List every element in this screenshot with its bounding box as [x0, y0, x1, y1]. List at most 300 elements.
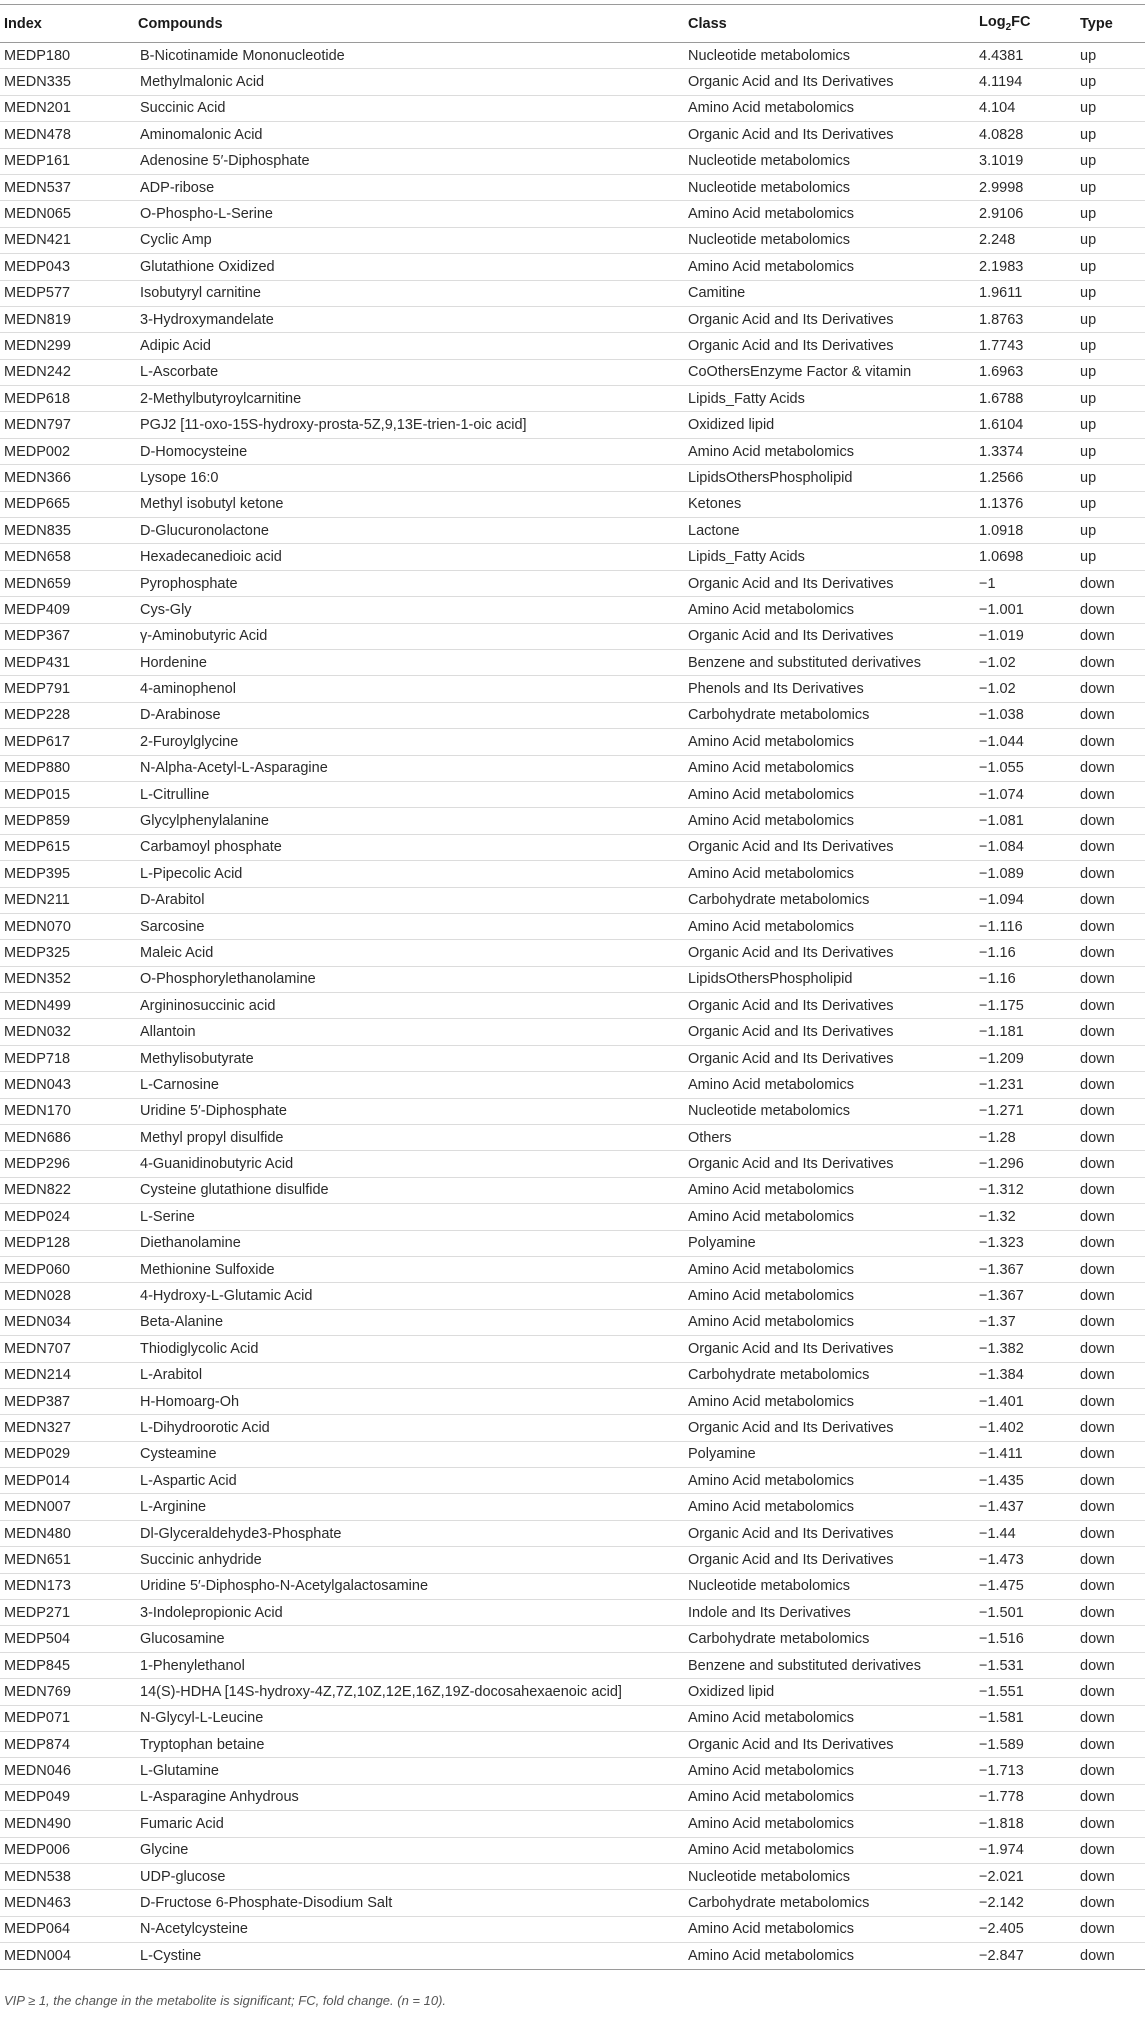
cell-compound: D-Glucuronolactone [136, 518, 684, 544]
table-row [0, 1468, 1145, 1494]
cell-index: MEDP325 [0, 940, 136, 966]
cell-class: Amino Acid metabolomics [684, 808, 975, 834]
cell-compound: Pyrophosphate [136, 570, 684, 596]
cell-class: Nucleotide metabolomics [684, 43, 975, 69]
cell-compound: Uridine 5′-Diphospho-N-Acetylgalactosamine [136, 1573, 684, 1599]
cell-log2fc: 1.3374 [975, 438, 1076, 464]
cell-class: Organic Acid and Its Derivatives [684, 1045, 975, 1071]
cell-log2fc: −1.055 [975, 755, 1076, 781]
cell-class: Amino Acid metabolomics [684, 254, 975, 280]
table-row [0, 1415, 1145, 1441]
cell-index: MEDN651 [0, 1547, 136, 1573]
cell-compound: Glutathione Oxidized [136, 254, 684, 280]
cell-index: MEDP367 [0, 623, 136, 649]
cell-compound: Cysteine glutathione disulfide [136, 1177, 684, 1203]
cell-type: up [1076, 359, 1145, 385]
cell-type: down [1076, 1679, 1145, 1705]
cell-log2fc: 1.7743 [975, 333, 1076, 359]
cell-type: down [1076, 1204, 1145, 1230]
table-row [0, 1626, 1145, 1652]
cell-class: Organic Acid and Its Derivatives [684, 940, 975, 966]
cell-type: up [1076, 43, 1145, 69]
table-row [0, 1758, 1145, 1784]
cell-compound: Cys-Gly [136, 597, 684, 623]
cell-log2fc: −1.516 [975, 1626, 1076, 1652]
table-row [0, 359, 1145, 385]
cell-compound: D-Arabitol [136, 887, 684, 913]
cell-class: Nucleotide metabolomics [684, 174, 975, 200]
cell-type: up [1076, 412, 1145, 438]
cell-log2fc: −1.382 [975, 1336, 1076, 1362]
cell-type: down [1076, 597, 1145, 623]
cell-index: MEDN490 [0, 1811, 136, 1837]
cell-type: down [1076, 1045, 1145, 1071]
header-class: Class [684, 5, 975, 43]
table-row [0, 1336, 1145, 1362]
cell-compound: L-Cystine [136, 1943, 684, 1969]
cell-compound: 2-Furoylglycine [136, 729, 684, 755]
header-log2fc [975, 5, 1076, 43]
cell-log2fc: −1.16 [975, 940, 1076, 966]
cell-compound: Methyl isobutyl ketone [136, 491, 684, 517]
cell-class: Amino Acid metabolomics [684, 1309, 975, 1335]
cell-log2fc: 2.1983 [975, 254, 1076, 280]
table-row [0, 1520, 1145, 1546]
table-row [0, 1362, 1145, 1388]
cell-index: MEDN538 [0, 1863, 136, 1889]
cell-log2fc: −1.02 [975, 676, 1076, 702]
cell-log2fc: −1.074 [975, 781, 1076, 807]
cell-type: down [1076, 913, 1145, 939]
cell-compound: O-Phospho-L-Serine [136, 201, 684, 227]
cell-index: MEDP718 [0, 1045, 136, 1071]
cell-index: MEDP071 [0, 1705, 136, 1731]
table-row [0, 755, 1145, 781]
cell-index: MEDN686 [0, 1125, 136, 1151]
cell-index: MEDN819 [0, 306, 136, 332]
cell-class: Organic Acid and Its Derivatives [684, 333, 975, 359]
cell-type: down [1076, 1943, 1145, 1969]
table-row [0, 834, 1145, 860]
table-row [0, 1863, 1145, 1889]
cell-compound: Tryptophan betaine [136, 1732, 684, 1758]
cell-type: down [1076, 1758, 1145, 1784]
cell-index: MEDN034 [0, 1309, 136, 1335]
table-row [0, 1230, 1145, 1256]
cell-log2fc: −1.181 [975, 1019, 1076, 1045]
cell-index: MEDN065 [0, 201, 136, 227]
cell-index: MEDP060 [0, 1256, 136, 1282]
cell-compound: Carbamoyl phosphate [136, 834, 684, 860]
table-row [0, 1256, 1145, 1282]
cell-type: up [1076, 69, 1145, 95]
cell-log2fc: −1.019 [975, 623, 1076, 649]
table-row [0, 1890, 1145, 1916]
cell-index: MEDP845 [0, 1652, 136, 1678]
cell-class: Others [684, 1125, 975, 1151]
cell-class: Amino Acid metabolomics [684, 729, 975, 755]
table-row [0, 122, 1145, 148]
table-row [0, 544, 1145, 570]
cell-type: down [1076, 1573, 1145, 1599]
cell-class: Polyamine [684, 1441, 975, 1467]
cell-type: down [1076, 861, 1145, 887]
cell-index: MEDP002 [0, 438, 136, 464]
cell-log2fc: −1.401 [975, 1388, 1076, 1414]
cell-log2fc: −1.473 [975, 1547, 1076, 1573]
cell-class: Camitine [684, 280, 975, 306]
cell-compound: Argininosuccinic acid [136, 993, 684, 1019]
table-row [0, 781, 1145, 807]
cell-log2fc: 1.8763 [975, 306, 1076, 332]
table-row [0, 808, 1145, 834]
table-row [0, 623, 1145, 649]
cell-type: down [1076, 1362, 1145, 1388]
cell-index: MEDN769 [0, 1679, 136, 1705]
cell-compound: UDP-glucose [136, 1863, 684, 1889]
table-row [0, 1732, 1145, 1758]
header-type: Type [1076, 5, 1145, 43]
cell-type: down [1076, 1732, 1145, 1758]
cell-compound: B-Nicotinamide Mononucleotide [136, 43, 684, 69]
cell-compound: O-Phosphorylethanolamine [136, 966, 684, 992]
cell-type: up [1076, 491, 1145, 517]
cell-log2fc: 1.2566 [975, 465, 1076, 491]
cell-type: up [1076, 438, 1145, 464]
table-row [0, 465, 1145, 491]
header-log2fc-base: Log [979, 14, 1006, 31]
table-row [0, 1652, 1145, 1678]
cell-log2fc: −1.084 [975, 834, 1076, 860]
cell-class: Amino Acid metabolomics [684, 1256, 975, 1282]
cell-type: down [1076, 1890, 1145, 1916]
cell-log2fc: −1.435 [975, 1468, 1076, 1494]
cell-log2fc: 1.6788 [975, 386, 1076, 412]
cell-log2fc: 2.9106 [975, 201, 1076, 227]
cell-class: Nucleotide metabolomics [684, 227, 975, 253]
cell-type: down [1076, 1441, 1145, 1467]
cell-class: Nucleotide metabolomics [684, 1863, 975, 1889]
cell-type: down [1076, 623, 1145, 649]
cell-log2fc: −2.847 [975, 1943, 1076, 1969]
cell-index: MEDP228 [0, 702, 136, 728]
cell-compound: Beta-Alanine [136, 1309, 684, 1335]
cell-compound: Cyclic Amp [136, 227, 684, 253]
cell-log2fc: −1.116 [975, 913, 1076, 939]
table-row [0, 333, 1145, 359]
cell-class: Organic Acid and Its Derivatives [684, 1732, 975, 1758]
cell-index: MEDN822 [0, 1177, 136, 1203]
cell-compound: ADP-ribose [136, 174, 684, 200]
table-row [0, 1784, 1145, 1810]
cell-index: MEDP504 [0, 1626, 136, 1652]
cell-compound: 1-Phenylethanol [136, 1652, 684, 1678]
cell-compound: Methionine Sulfoxide [136, 1256, 684, 1282]
table-header [0, 5, 1145, 43]
cell-compound: 4-Hydroxy-L-Glutamic Acid [136, 1283, 684, 1309]
cell-compound: H-Homoarg-Oh [136, 1388, 684, 1414]
table-row [0, 702, 1145, 728]
cell-class: Organic Acid and Its Derivatives [684, 1151, 975, 1177]
cell-index: MEDP431 [0, 649, 136, 675]
cell-class: Organic Acid and Its Derivatives [684, 993, 975, 1019]
cell-class: Organic Acid and Its Derivatives [684, 1415, 975, 1441]
cell-compound: 4-aminophenol [136, 676, 684, 702]
cell-compound: Hordenine [136, 649, 684, 675]
cell-log2fc: −1.551 [975, 1679, 1076, 1705]
cell-index: MEDP029 [0, 1441, 136, 1467]
cell-class: Carbohydrate metabolomics [684, 887, 975, 913]
cell-class: Amino Acid metabolomics [684, 1811, 975, 1837]
table-row [0, 174, 1145, 200]
table-row [0, 597, 1145, 623]
cell-compound: L-Glutamine [136, 1758, 684, 1784]
table-row [0, 940, 1145, 966]
cell-type: up [1076, 333, 1145, 359]
header-log2fc-sub: 2 [1005, 21, 1012, 33]
cell-index: MEDP874 [0, 1732, 136, 1758]
cell-class: Amino Acid metabolomics [684, 1705, 975, 1731]
cell-type: down [1076, 1283, 1145, 1309]
cell-log2fc: −1.384 [975, 1362, 1076, 1388]
cell-class: Carbohydrate metabolomics [684, 1626, 975, 1652]
table-row [0, 1441, 1145, 1467]
cell-class: Lactone [684, 518, 975, 544]
cell-compound: D-Homocysteine [136, 438, 684, 464]
cell-class: Lipids_Fatty Acids [684, 386, 975, 412]
cell-compound: Maleic Acid [136, 940, 684, 966]
cell-class: Carbohydrate metabolomics [684, 1890, 975, 1916]
cell-index: MEDN478 [0, 122, 136, 148]
cell-type: down [1076, 1600, 1145, 1626]
cell-index: MEDP014 [0, 1468, 136, 1494]
cell-class: Nucleotide metabolomics [684, 1098, 975, 1124]
cell-log2fc: 1.6104 [975, 412, 1076, 438]
cell-log2fc: −1.312 [975, 1177, 1076, 1203]
cell-class: LipidsOthersPhospholipid [684, 465, 975, 491]
cell-compound: Isobutyryl carnitine [136, 280, 684, 306]
cell-index: MEDN480 [0, 1520, 136, 1546]
cell-type: down [1076, 1230, 1145, 1256]
cell-type: down [1076, 1072, 1145, 1098]
cell-log2fc: −1.16 [975, 966, 1076, 992]
cell-compound: Adipic Acid [136, 333, 684, 359]
cell-log2fc: −1.437 [975, 1494, 1076, 1520]
table-body [0, 43, 1145, 1970]
cell-type: up [1076, 174, 1145, 200]
cell-compound: Succinic anhydride [136, 1547, 684, 1573]
cell-type: down [1076, 1784, 1145, 1810]
cell-compound: Thiodiglycolic Acid [136, 1336, 684, 1362]
header-log2fc-tail: FC [1011, 14, 1031, 31]
cell-class: Organic Acid and Its Derivatives [684, 69, 975, 95]
cell-compound: L-Dihydroorotic Acid [136, 1415, 684, 1441]
cell-compound: Methylisobutyrate [136, 1045, 684, 1071]
cell-index: MEDN211 [0, 887, 136, 913]
cell-index: MEDN366 [0, 465, 136, 491]
cell-type: down [1076, 1125, 1145, 1151]
cell-type: down [1076, 834, 1145, 860]
cell-index: MEDP577 [0, 280, 136, 306]
table-row [0, 570, 1145, 596]
cell-type: down [1076, 993, 1145, 1019]
cell-compound: Fumaric Acid [136, 1811, 684, 1837]
cell-index: MEDP409 [0, 597, 136, 623]
cell-compound: L-Asparagine Anhydrous [136, 1784, 684, 1810]
cell-type: down [1076, 676, 1145, 702]
cell-log2fc: −1.778 [975, 1784, 1076, 1810]
cell-type: up [1076, 254, 1145, 280]
table-row [0, 148, 1145, 174]
cell-log2fc: −1.402 [975, 1415, 1076, 1441]
cell-index: MEDN835 [0, 518, 136, 544]
cell-index: MEDN327 [0, 1415, 136, 1441]
cell-class: Amino Acid metabolomics [684, 1388, 975, 1414]
cell-log2fc: 2.9998 [975, 174, 1076, 200]
cell-index: MEDP615 [0, 834, 136, 860]
cell-type: down [1076, 1494, 1145, 1520]
cell-log2fc: 1.1376 [975, 491, 1076, 517]
cell-compound: 2-Methylbutyroylcarnitine [136, 386, 684, 412]
cell-index: MEDN797 [0, 412, 136, 438]
cell-compound: L-Citrulline [136, 781, 684, 807]
cell-index: MEDP180 [0, 43, 136, 69]
cell-compound: L-Pipecolic Acid [136, 861, 684, 887]
cell-class: Benzene and substituted derivatives [684, 649, 975, 675]
cell-type: up [1076, 201, 1145, 227]
cell-log2fc: −1.175 [975, 993, 1076, 1019]
cell-log2fc: −1.094 [975, 887, 1076, 913]
cell-index: MEDN242 [0, 359, 136, 385]
cell-type: down [1076, 1415, 1145, 1441]
cell-log2fc: −1.411 [975, 1441, 1076, 1467]
cell-class: Amino Acid metabolomics [684, 913, 975, 939]
cell-type: down [1076, 940, 1145, 966]
table-row [0, 1679, 1145, 1705]
cell-index: MEDP161 [0, 148, 136, 174]
cell-log2fc: −1.271 [975, 1098, 1076, 1124]
cell-index: MEDP387 [0, 1388, 136, 1414]
table-row [0, 280, 1145, 306]
table-row [0, 412, 1145, 438]
table-row [0, 69, 1145, 95]
cell-log2fc: −1.37 [975, 1309, 1076, 1335]
cell-type: down [1076, 570, 1145, 596]
cell-index: MEDN046 [0, 1758, 136, 1784]
cell-class: Ketones [684, 491, 975, 517]
table-row [0, 1388, 1145, 1414]
cell-type: down [1076, 1547, 1145, 1573]
cell-log2fc: −1.713 [975, 1758, 1076, 1784]
cell-log2fc: −2.021 [975, 1863, 1076, 1889]
cell-log2fc: −1.02 [975, 649, 1076, 675]
cell-log2fc: 1.9611 [975, 280, 1076, 306]
cell-compound: N-Acetylcysteine [136, 1916, 684, 1942]
cell-class: Amino Acid metabolomics [684, 438, 975, 464]
cell-log2fc: −1.323 [975, 1230, 1076, 1256]
cell-type: down [1076, 1336, 1145, 1362]
table-row [0, 1705, 1145, 1731]
cell-class: Amino Acid metabolomics [684, 1177, 975, 1203]
cell-class: Amino Acid metabolomics [684, 1283, 975, 1309]
cell-class: Benzene and substituted derivatives [684, 1652, 975, 1678]
cell-compound: 3-Indolepropionic Acid [136, 1600, 684, 1626]
cell-index: MEDP015 [0, 781, 136, 807]
cell-index: MEDN658 [0, 544, 136, 570]
table-row [0, 518, 1145, 544]
cell-class: Polyamine [684, 1230, 975, 1256]
cell-index: MEDP064 [0, 1916, 136, 1942]
cell-log2fc: −1.531 [975, 1652, 1076, 1678]
cell-class: Oxidized lipid [684, 412, 975, 438]
table-row [0, 491, 1145, 517]
cell-type: up [1076, 544, 1145, 570]
cell-type: down [1076, 1309, 1145, 1335]
table-row [0, 254, 1145, 280]
cell-compound: L-Serine [136, 1204, 684, 1230]
table-row [0, 1151, 1145, 1177]
table-row [0, 1916, 1145, 1942]
cell-log2fc: −2.405 [975, 1916, 1076, 1942]
cell-type: down [1076, 1520, 1145, 1546]
cell-type: down [1076, 1863, 1145, 1889]
table-row [0, 1494, 1145, 1520]
cell-compound: γ-Aminobutyric Acid [136, 623, 684, 649]
table-row [0, 1600, 1145, 1626]
cell-class: CoOthersEnzyme Factor & vitamin [684, 359, 975, 385]
cell-log2fc: −2.142 [975, 1890, 1076, 1916]
table-row [0, 966, 1145, 992]
cell-class: Amino Acid metabolomics [684, 1837, 975, 1863]
cell-index: MEDN352 [0, 966, 136, 992]
table-row [0, 201, 1145, 227]
cell-log2fc: 1.0918 [975, 518, 1076, 544]
cell-log2fc: −1.475 [975, 1573, 1076, 1599]
cell-log2fc: −1.038 [975, 702, 1076, 728]
cell-type: down [1076, 1019, 1145, 1045]
cell-type: up [1076, 280, 1145, 306]
cell-type: down [1076, 1256, 1145, 1282]
cell-index: MEDP043 [0, 254, 136, 280]
cell-compound: D-Fructose 6-Phosphate-Disodium Salt [136, 1890, 684, 1916]
table-row [0, 43, 1145, 69]
cell-class: Lipids_Fatty Acids [684, 544, 975, 570]
cell-index: MEDN335 [0, 69, 136, 95]
cell-class: Amino Acid metabolomics [684, 1758, 975, 1784]
cell-index: MEDN537 [0, 174, 136, 200]
cell-class: Organic Acid and Its Derivatives [684, 306, 975, 332]
cell-compound: 4-Guanidinobutyric Acid [136, 1151, 684, 1177]
cell-log2fc: 4.1194 [975, 69, 1076, 95]
cell-log2fc: −1 [975, 570, 1076, 596]
cell-type: down [1076, 1811, 1145, 1837]
cell-compound: D-Arabinose [136, 702, 684, 728]
cell-log2fc: −1.589 [975, 1732, 1076, 1758]
cell-type: down [1076, 729, 1145, 755]
cell-compound: Uridine 5′-Diphosphate [136, 1098, 684, 1124]
metabolite-table [0, 4, 1145, 1970]
cell-log2fc: −1.296 [975, 1151, 1076, 1177]
cell-class: Amino Acid metabolomics [684, 1204, 975, 1230]
cell-class: Carbohydrate metabolomics [684, 1362, 975, 1388]
cell-type: down [1076, 1388, 1145, 1414]
cell-index: MEDP395 [0, 861, 136, 887]
cell-type: down [1076, 808, 1145, 834]
cell-compound: Diethanolamine [136, 1230, 684, 1256]
cell-compound: Glycine [136, 1837, 684, 1863]
cell-log2fc: −1.001 [975, 597, 1076, 623]
cell-compound: N-Glycyl-L-Leucine [136, 1705, 684, 1731]
